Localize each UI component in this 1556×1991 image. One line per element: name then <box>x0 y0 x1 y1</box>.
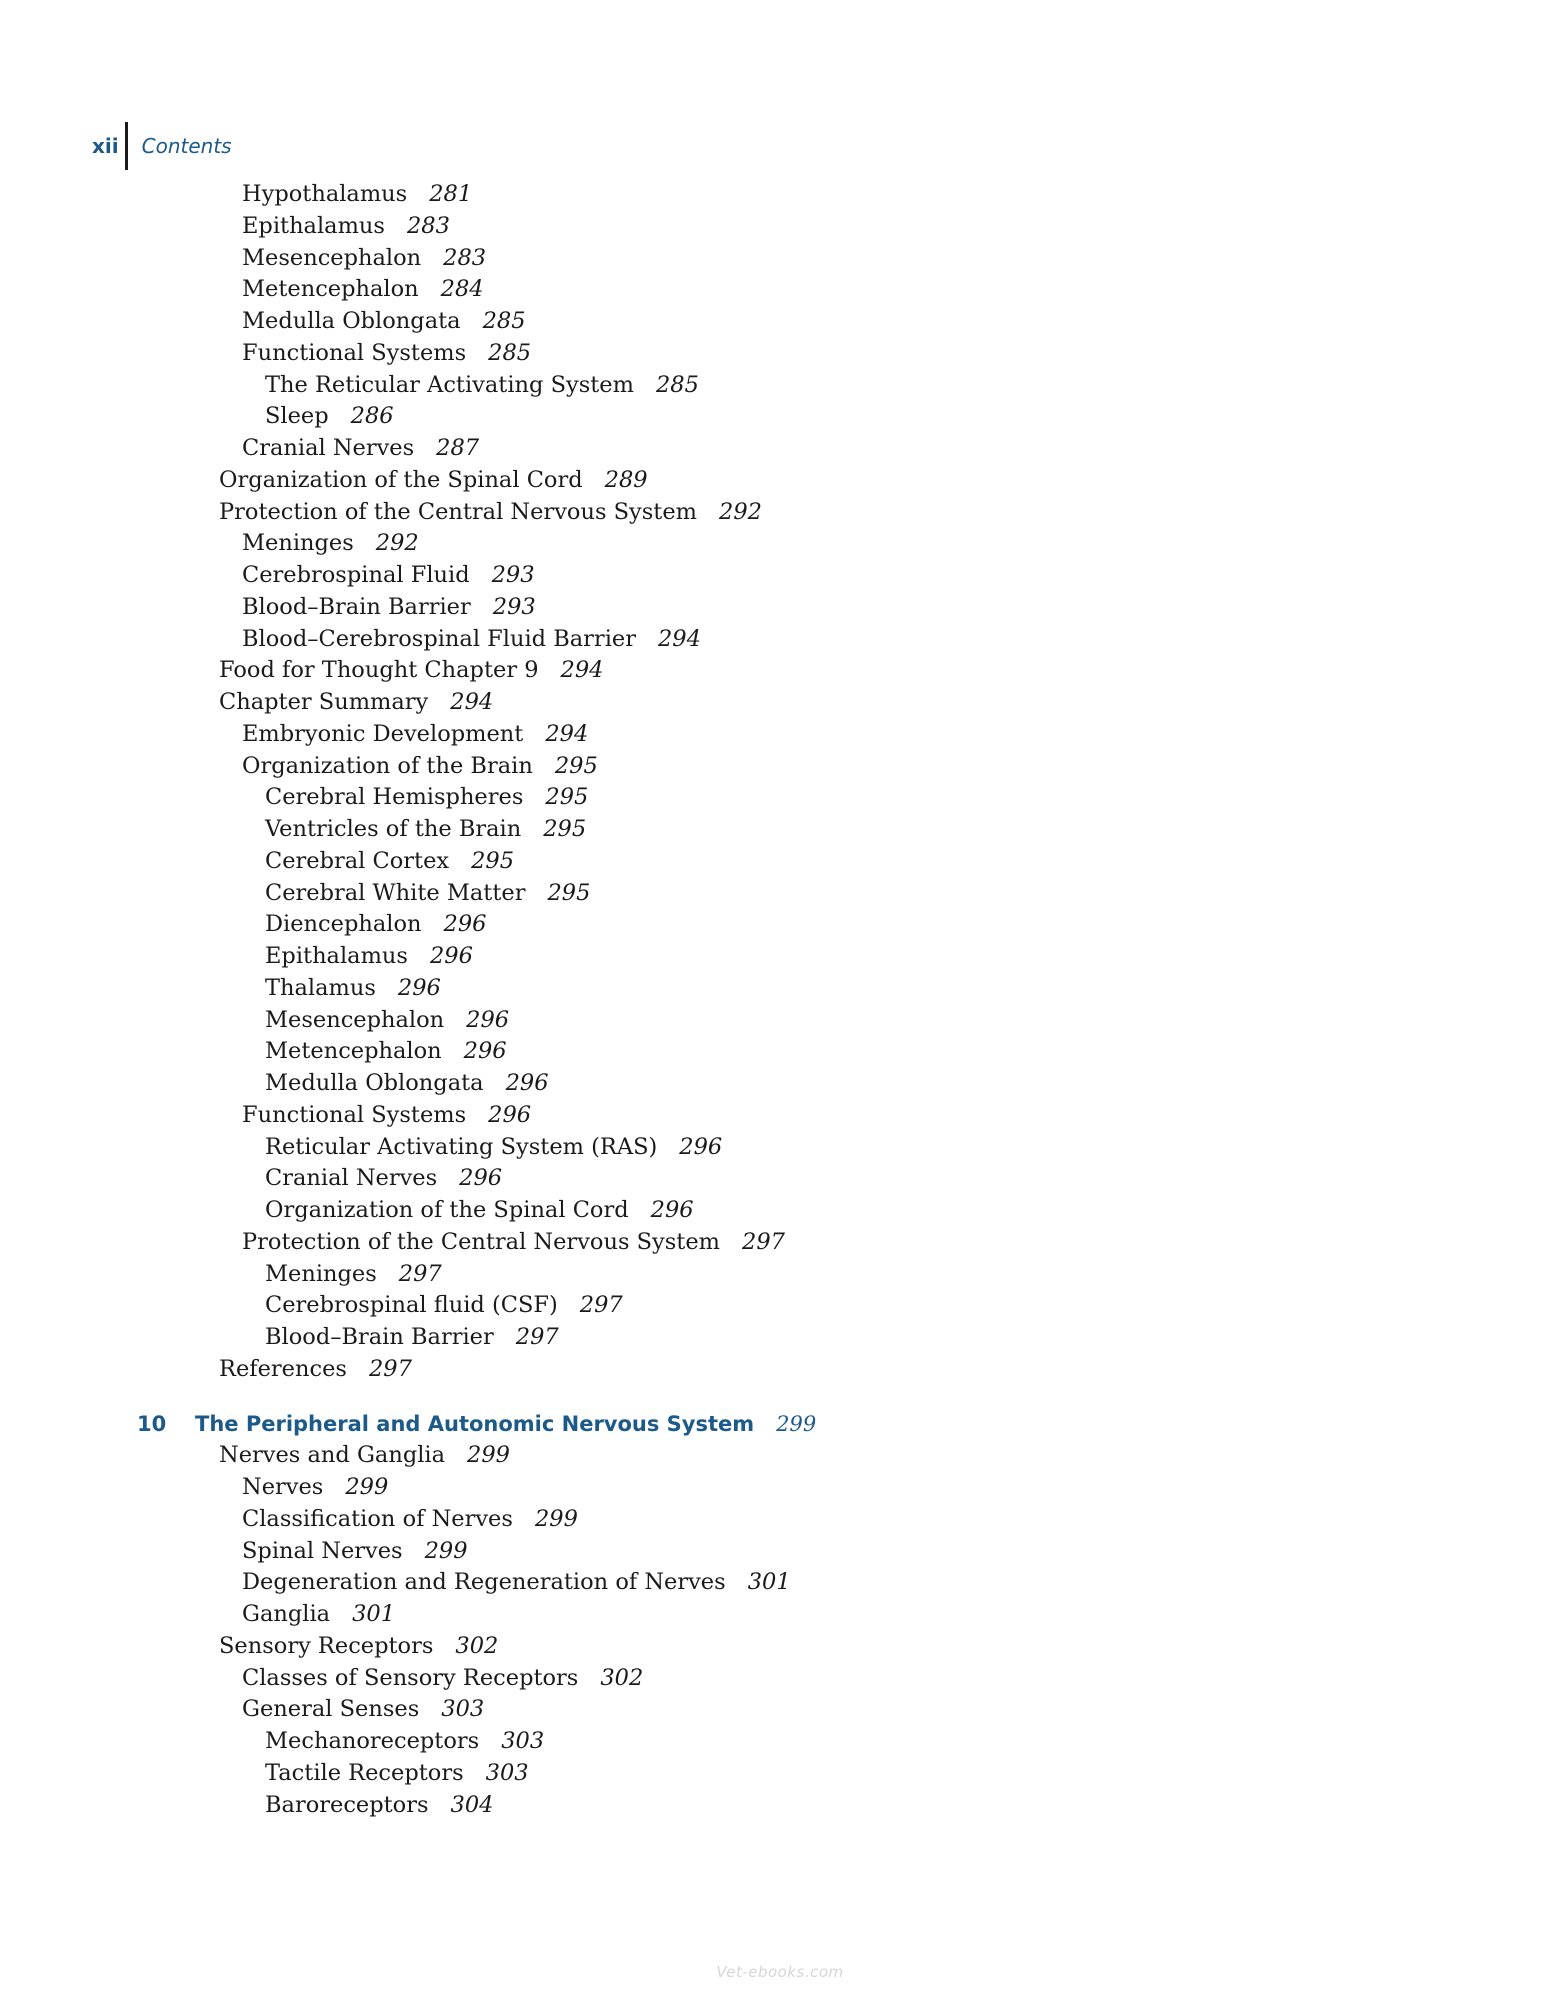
toc-entry[interactable] <box>242 750 598 782</box>
toc-entry-page-number: 296 <box>429 943 473 969</box>
toc-entry-title: Mesencephalon <box>242 244 422 271</box>
toc-entry-page-number: 297 <box>398 1260 442 1287</box>
toc-entry[interactable] <box>242 1503 578 1535</box>
toc-entry-title: Epithalamus <box>242 212 385 239</box>
toc-entry-page-number: 295 <box>543 816 587 842</box>
toc-entry[interactable] <box>265 813 586 845</box>
toc-entry[interactable] <box>242 623 701 655</box>
toc-entry[interactable] <box>265 908 486 940</box>
toc-entry[interactable] <box>265 400 394 432</box>
toc-entry[interactable] <box>242 1226 785 1258</box>
toc-entry[interactable] <box>242 718 588 750</box>
header-divider <box>125 122 128 170</box>
toc-entry-page-number: 303 <box>501 1728 545 1754</box>
toc-entry[interactable] <box>242 210 450 242</box>
toc-entry-title: Reticular Activating System (RAS) <box>265 1133 658 1160</box>
toc-entry-page-number: 293 <box>491 562 535 588</box>
toc-entry-page-number: 302 <box>455 1632 499 1659</box>
toc-chapter-heading[interactable] <box>137 1407 816 1441</box>
toc-entry[interactable] <box>265 1789 494 1821</box>
toc-entry-page-number: 295 <box>545 784 589 811</box>
toc-entry[interactable] <box>265 940 473 972</box>
running-title: Contents <box>141 134 232 158</box>
toc-entry[interactable] <box>265 1194 694 1226</box>
toc-entry-page-number: 303 <box>485 1759 529 1786</box>
toc-entry-title: Classes of Sensory Receptors <box>242 1664 579 1691</box>
toc-entry-page-number: 296 <box>459 1165 503 1192</box>
toc-entry-title: Nerves and Ganglia <box>219 1442 446 1469</box>
toc-entry-page-number: 285 <box>482 308 526 334</box>
toc-entry-title: Medulla Oblongata <box>265 1070 484 1096</box>
toc-entry-page-number: 297 <box>742 1228 785 1255</box>
toc-entry-page-number: 296 <box>443 911 487 938</box>
toc-entry-page-number: 302 <box>600 1664 644 1691</box>
toc-entry-page-number: 296 <box>463 1038 507 1065</box>
toc-entry-page-number: 292 <box>375 530 419 557</box>
toc-entry-title: Blood–Brain Barrier <box>265 1324 494 1350</box>
toc-entry-title: Sensory Receptors <box>219 1632 434 1659</box>
toc-entry-page-number: 283 <box>406 212 450 239</box>
toc-entry[interactable] <box>242 1662 643 1694</box>
toc-entry-title: Medulla Oblongata <box>242 308 461 334</box>
toc-entry-page-number: 304 <box>450 1791 494 1818</box>
toc-entry[interactable] <box>219 1630 498 1662</box>
toc-entry[interactable] <box>265 845 514 877</box>
toc-entry-page-number: 301 <box>352 1601 396 1627</box>
toc-entry-page-number: 296 <box>650 1197 694 1223</box>
toc-entry-page-number: 292 <box>719 498 762 525</box>
toc-entry-title: Chapter Summary <box>219 689 429 715</box>
toc-entry-title: Functional Systems <box>242 339 467 366</box>
toc-entry[interactable] <box>219 1439 510 1471</box>
toc-entry-title: Classification of Nerves <box>242 1505 513 1532</box>
toc-entry[interactable] <box>242 1693 484 1725</box>
toc-entry-title: Cerebrospinal Fluid <box>242 562 470 588</box>
toc-entry[interactable] <box>242 559 535 591</box>
toc-entry-page-number: 297 <box>579 1292 623 1319</box>
toc-entry-page-number: 285 <box>655 371 699 398</box>
toc-entry[interactable] <box>219 1353 412 1385</box>
toc-entry[interactable] <box>242 1598 395 1630</box>
toc-entry[interactable] <box>265 1725 544 1757</box>
toc-entry-page-number: 294 <box>450 689 494 715</box>
toc-entry[interactable] <box>265 1035 507 1067</box>
toc-entry[interactable] <box>265 1162 502 1194</box>
toc-entry-page-number: 299 <box>345 1474 389 1500</box>
toc-entry-page-number: 296 <box>488 1101 532 1128</box>
toc-entry-page-number: 301 <box>747 1569 791 1596</box>
toc-entry-page-number: 289 <box>604 466 648 493</box>
toc-entry-page-number: 281 <box>429 181 473 207</box>
toc-entry[interactable] <box>242 337 531 369</box>
toc-entry-title: Cranial Nerves <box>242 435 415 461</box>
toc-entry-page-number: 283 <box>443 244 487 271</box>
toc-entry[interactable] <box>265 1131 722 1163</box>
toc-entry-title: Nerves <box>242 1474 324 1500</box>
toc-entry-page-number: 296 <box>679 1133 723 1160</box>
chapter-title: The Peripheral and Autonomic Nervous System <box>195 1411 755 1436</box>
toc-entry-title: Degeneration and Regeneration of Nerves <box>242 1569 726 1596</box>
toc-entry-title: Thalamus <box>265 974 376 1001</box>
toc-entry[interactable] <box>265 1004 509 1036</box>
chapter-number: 10 <box>137 1411 167 1436</box>
toc-entry-page-number: 296 <box>397 974 441 1001</box>
toc-entry-title: Cerebrospinal fluid (CSF) <box>265 1292 558 1319</box>
toc-entry[interactable] <box>219 654 604 686</box>
toc-entry-page-number: 295 <box>471 847 515 874</box>
toc-entry[interactable] <box>242 178 472 210</box>
toc-entry-title: Tactile Receptors <box>265 1759 464 1786</box>
toc-entry[interactable] <box>219 686 493 718</box>
toc-entry-page-number: 285 <box>488 339 532 366</box>
toc-entry[interactable] <box>242 1471 388 1503</box>
toc-entry-title: Mesencephalon <box>265 1006 445 1033</box>
toc-entry-title: Mechanoreceptors <box>265 1728 480 1754</box>
toc-entry-title: Ganglia <box>242 1601 331 1627</box>
toc-entry-page-number: 295 <box>554 752 598 779</box>
toc-entry-title: Organization of the Spinal Cord <box>219 466 583 493</box>
toc-entry-title: Diencephalon <box>265 911 422 938</box>
toc-entry-title: Meninges <box>242 530 354 557</box>
toc-entry-page-number: 287 <box>436 435 480 461</box>
toc-entry[interactable] <box>265 1757 529 1789</box>
toc-entry-title: Blood–Cerebrospinal Fluid Barrier <box>242 625 636 652</box>
toc-entry-page-number: 297 <box>515 1324 559 1350</box>
toc-entry-title: Functional Systems <box>242 1101 467 1128</box>
toc-entry-title: Organization of the Brain <box>242 752 533 779</box>
toc-entry-page-number: 299 <box>424 1537 468 1564</box>
toc-entry-title: Protection of the Central Nervous System <box>219 498 698 525</box>
toc-entry-page-number: 295 <box>547 879 591 906</box>
running-header <box>92 118 232 174</box>
toc-entry[interactable] <box>265 972 441 1004</box>
toc-entry[interactable] <box>265 1067 549 1099</box>
toc-entry[interactable] <box>265 1321 559 1353</box>
toc-entry-title: Sleep <box>265 403 329 430</box>
toc-entry-title: Epithalamus <box>265 943 408 969</box>
toc-entry-title: Metencephalon <box>265 1038 442 1065</box>
toc-entry-page-number: 297 <box>368 1355 412 1382</box>
toc-entry-title: Food for Thought Chapter 9 <box>219 657 539 684</box>
toc-entry-title: Hypothalamus <box>242 181 408 207</box>
toc-entry[interactable] <box>265 781 588 813</box>
toc-entry-title: Cranial Nerves <box>265 1165 438 1192</box>
toc-entry-title: Ventricles of the Brain <box>265 816 522 842</box>
toc-entry-page-number: 294 <box>545 720 589 747</box>
toc-entry-page-number: 299 <box>467 1442 510 1469</box>
toc-entry-page-number: 296 <box>466 1006 510 1033</box>
toc-entry-page-number: 296 <box>505 1070 549 1096</box>
page-folio: xii <box>92 134 119 158</box>
toc-entry-title: References <box>219 1355 347 1382</box>
toc-entry-title: Baroreceptors <box>265 1791 429 1818</box>
toc-entry-title: Spinal Nerves <box>242 1537 403 1564</box>
toc-entry[interactable] <box>242 432 479 464</box>
toc-entry[interactable] <box>265 877 590 909</box>
toc-entry[interactable] <box>242 305 526 337</box>
toc-entry[interactable] <box>219 464 648 496</box>
chapter-page-number: 299 <box>776 1411 817 1436</box>
toc-entry[interactable] <box>242 1099 531 1131</box>
toc-entry[interactable] <box>242 1566 791 1598</box>
toc-entry-page-number: 303 <box>441 1696 485 1723</box>
toc-entry-title: Protection of the Central Nervous System <box>242 1228 721 1255</box>
toc-entry-page-number: 286 <box>350 403 394 430</box>
toc-entry[interactable] <box>242 273 484 305</box>
toc-entry-title: Cerebral Cortex <box>265 847 450 874</box>
toc-entry[interactable] <box>219 496 762 528</box>
watermark: Vet-ebooks.com <box>716 1963 844 1981</box>
toc-entry-title: Cerebral White Matter <box>265 879 526 906</box>
toc-entry-title: Cerebral Hemispheres <box>265 784 524 811</box>
toc-entry-page-number: 293 <box>492 593 536 620</box>
toc-entry-page-number: 294 <box>657 625 701 652</box>
toc-entry-title: General Senses <box>242 1696 420 1723</box>
toc-entry[interactable] <box>242 1535 468 1567</box>
toc-entry[interactable] <box>242 242 486 274</box>
toc-entry-title: The Reticular Activating System <box>265 371 634 398</box>
toc-entry-page-number: 299 <box>534 1505 578 1532</box>
toc-entry-title: Embryonic Development <box>242 720 524 747</box>
toc-entry-page-number: 294 <box>560 657 604 684</box>
toc-entry[interactable] <box>265 369 699 401</box>
toc-entry[interactable] <box>265 1258 442 1290</box>
toc-entry-title: Meninges <box>265 1260 377 1287</box>
toc-entry-title: Blood–Brain Barrier <box>242 593 471 620</box>
toc-entry[interactable] <box>265 1289 623 1321</box>
toc-entry[interactable] <box>242 591 536 623</box>
toc-entry-title: Metencephalon <box>242 276 419 303</box>
toc-entry-page-number: 284 <box>440 276 484 303</box>
toc-entry[interactable] <box>242 527 419 559</box>
toc-entry-title: Organization of the Spinal Cord <box>265 1197 629 1223</box>
